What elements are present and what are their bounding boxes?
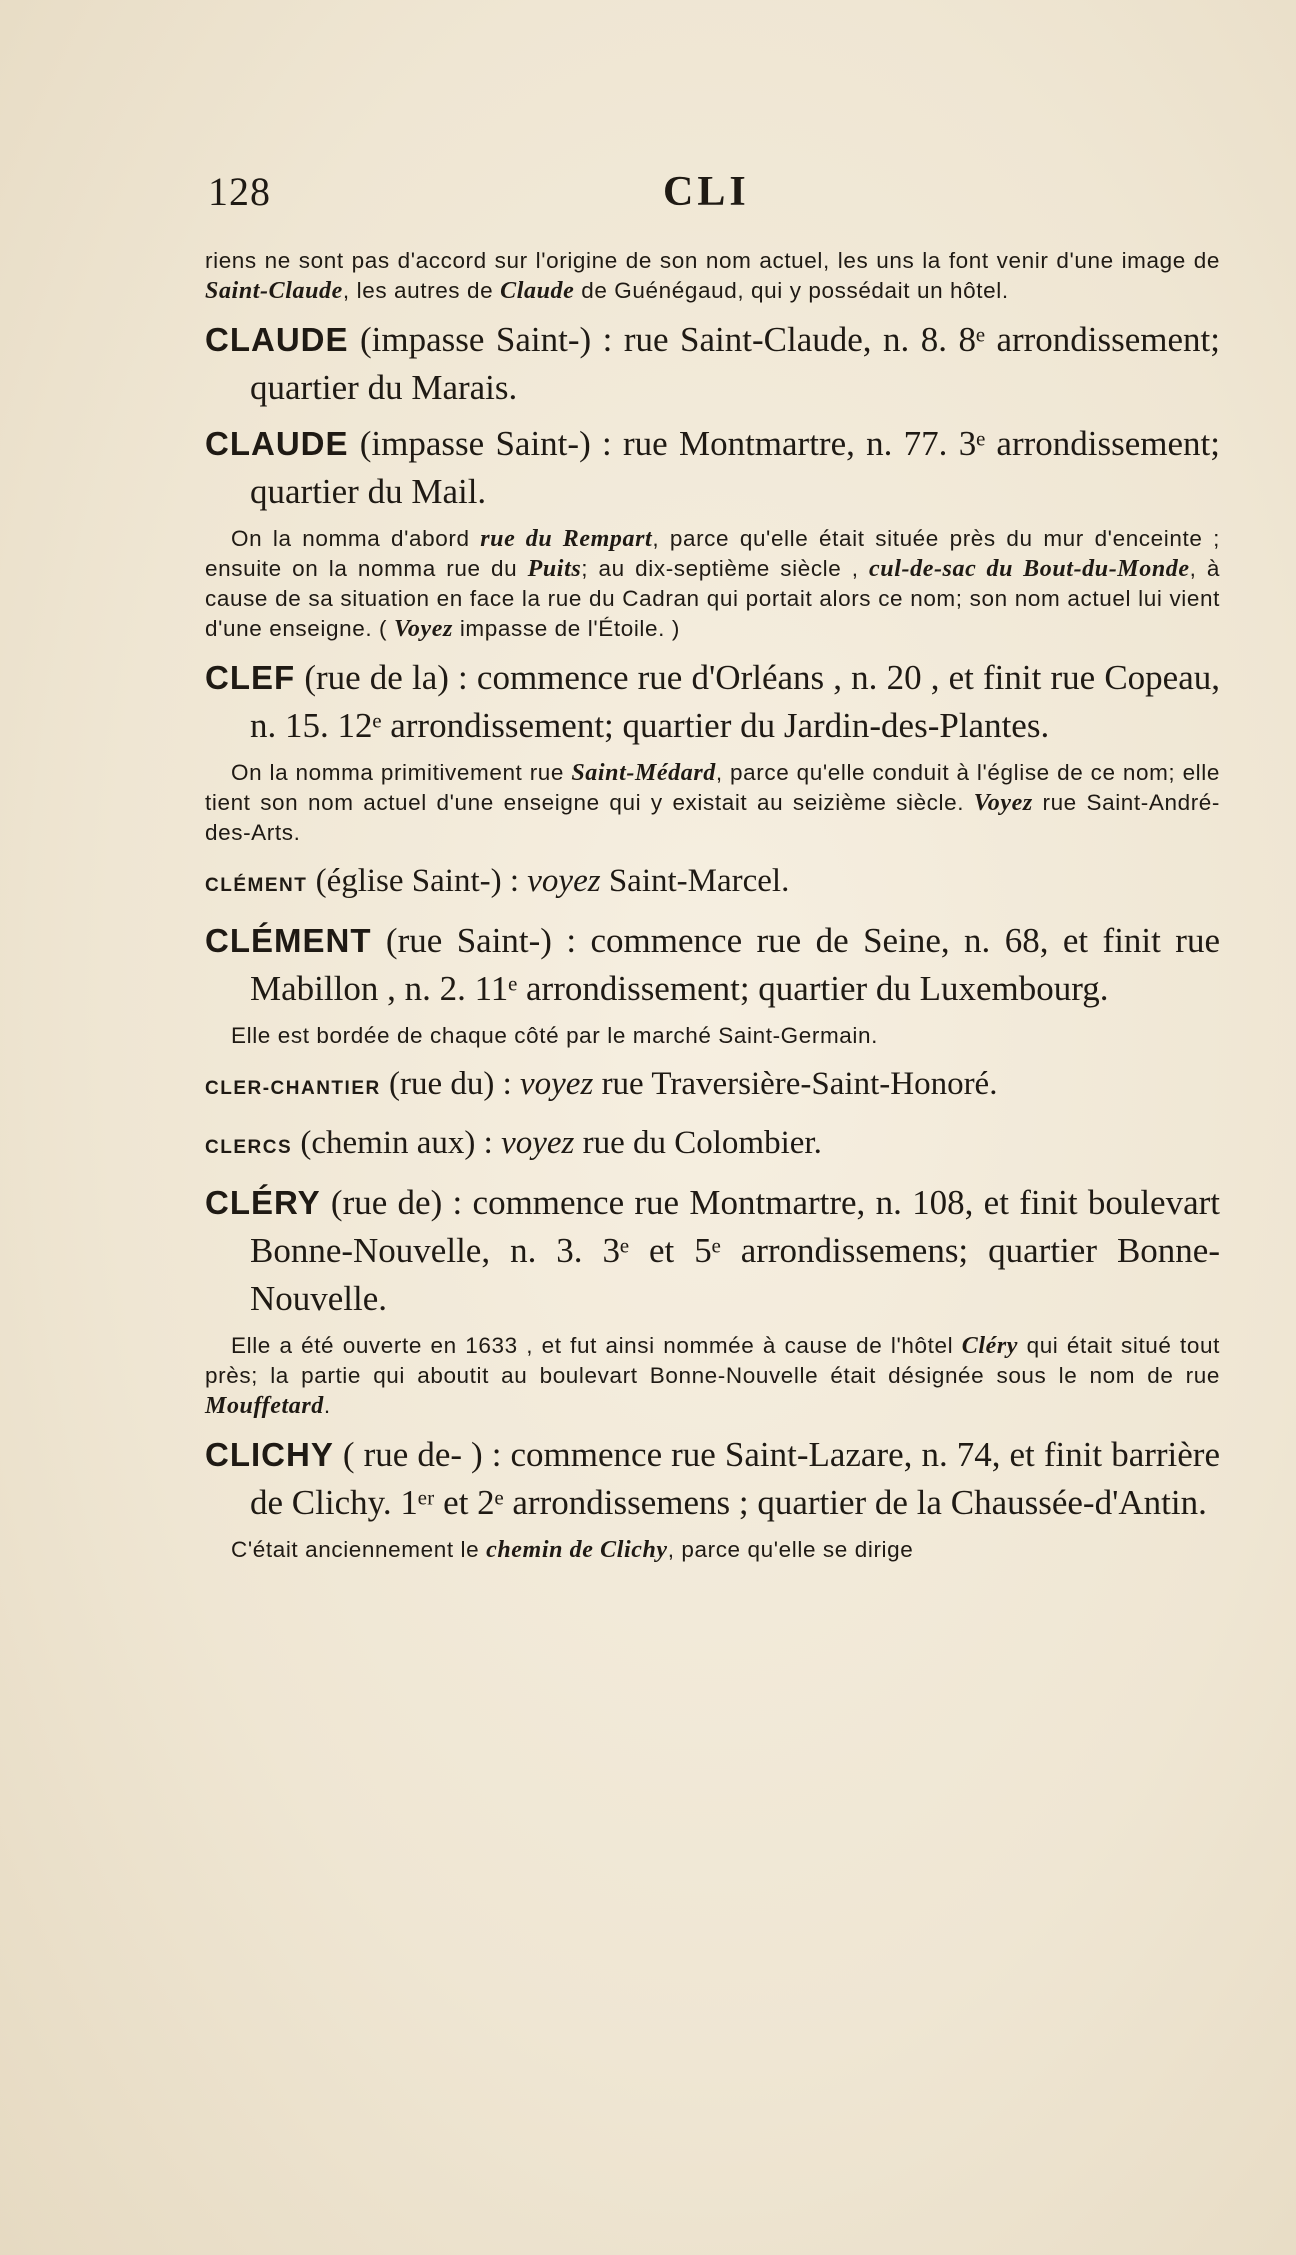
- note-text: On la nomma primitivement rue: [231, 760, 572, 785]
- entry-text: Saint-Marcel.: [600, 863, 790, 899]
- note-clef-history: [205, 758, 1220, 848]
- entry-clercs: [205, 1120, 1220, 1171]
- entry-claude-impasse-1: [205, 316, 1220, 412]
- note-text: qui était situé tout près; la partie qui aboutit au boulevart Bonne-Nouvelle était désignée sous le nom de rue: [205, 1333, 1220, 1388]
- note-text: ; au dix-septième siècle ,: [581, 556, 870, 581]
- note-clichy: [205, 1535, 1220, 1565]
- note-text: , parce qu'elle était située près du mur d'enceinte ; ensuite on la nomma rue du: [205, 526, 1220, 581]
- note-text: .: [323, 1393, 331, 1418]
- note-claude-history: [205, 524, 1220, 644]
- note-italic: Cléry: [961, 1333, 1019, 1359]
- note-italic: Voyez: [393, 616, 453, 642]
- entry-clef: [205, 654, 1220, 750]
- entry-text: ( rue de- ) : commence rue Saint-Lazare, n. 74, et finit barrière de Clichy. 1ᵉʳ et 2ᵉ arrondissemens ; quartier de la Chaussée-d'Antin.: [250, 1435, 1220, 1522]
- entry-headword: CLEF: [205, 659, 296, 696]
- note-text: riens ne sont pas d'accord sur l'origine de son nom actuel, les uns la font venir d'une image de: [205, 248, 1220, 273]
- note-text: , parce qu'elle conduit à l'église de ce nom; elle tient son nom actuel d'une enseigne qui y existait au seizième siècle.: [205, 760, 1220, 815]
- page-body: [205, 246, 1220, 1575]
- note-text: , les autres de: [342, 278, 501, 303]
- entry-headword: CLICHY: [205, 1436, 334, 1473]
- page-header: [208, 168, 1218, 228]
- page-number: 128: [208, 169, 271, 214]
- entry-text: rue du Colombier.: [574, 1125, 822, 1161]
- entry-text: (chemin aux) :: [292, 1125, 502, 1161]
- note-text: , parce qu'elle se dirige: [667, 1537, 914, 1562]
- entry-headword: CLERCS: [205, 1137, 293, 1158]
- note-text: C'était anciennement le: [231, 1537, 487, 1562]
- note-italic: Saint-Claude: [205, 278, 343, 304]
- entry-clement-eglise: [205, 858, 1220, 909]
- note-italic: rue du Rempart: [480, 526, 653, 552]
- entry-italic: voyez: [520, 1066, 594, 1102]
- note-italic: Claude: [500, 278, 575, 304]
- note-clement: [205, 1021, 1220, 1051]
- entry-italic: voyez: [527, 863, 601, 899]
- entry-headword: CLÉRY: [205, 1184, 321, 1221]
- entry-clement-rue: [205, 917, 1220, 1013]
- entry-headword: CLER-CHANTIER: [205, 1078, 381, 1099]
- note-text: , à cause de sa situation en face la rue du Cadran qui portait alors ce nom; son nom actuel lui vient d'une enseigne. (: [205, 556, 1221, 641]
- entry-cler-chantier: [205, 1061, 1220, 1112]
- entry-text: (impasse Saint-) : rue Montmartre, n. 77. 3ᵉ arrondissement; quartier du Mail.: [250, 424, 1220, 511]
- entry-headword: CLÉMENT: [205, 922, 372, 959]
- entry-text: (rue du) :: [380, 1066, 521, 1102]
- entry-headword: CLÉMENT: [205, 875, 308, 896]
- entry-clery: [205, 1179, 1220, 1323]
- note-italic: Saint-Médard: [571, 760, 716, 786]
- note-italic: chemin de Clichy: [486, 1537, 668, 1563]
- entry-headword: CLAUDE: [205, 321, 349, 358]
- note-italic: Puits: [527, 556, 582, 582]
- note-claude-origin: [205, 246, 1220, 306]
- note-italic: Voyez: [973, 790, 1033, 816]
- note-text: impasse de l'Étoile. ): [452, 616, 680, 641]
- entry-claude-impasse-2: [205, 420, 1220, 516]
- entry-clichy: [205, 1431, 1220, 1527]
- note-text: rue Saint-André-des-Arts.: [205, 790, 1220, 845]
- entry-headword: CLAUDE: [205, 425, 349, 462]
- entry-text: (rue de la) : commence rue d'Orléans , n. 20 , et finit rue Copeau, n. 15. 12ᵉ arrondissement; quartier du Jardin-des-Plantes.: [250, 658, 1220, 745]
- note-text: On la nomma d'abord: [231, 526, 481, 551]
- entry-text: (rue de) : commence rue Montmartre, n. 108, et finit boulevart Bonne-Nouvelle, n. 3. 3ᵉ et 5ᵉ arrondissemens; quartier Bonne-Nouvelle.: [250, 1183, 1220, 1318]
- entry-italic: voyez: [501, 1125, 575, 1161]
- note-italic: Mouffetard: [205, 1393, 324, 1419]
- note-text: de Guénégaud, qui y possédait un hôtel.: [574, 278, 1009, 303]
- entry-text: rue Traversière-Saint-Honoré.: [593, 1066, 998, 1102]
- note-italic: cul-de-sac du Bout-du-Monde: [869, 556, 1190, 582]
- note-text: Elle est bordée de chaque côté par le marché Saint-Germain.: [231, 1023, 878, 1048]
- entry-text: (rue Saint-) : commence rue de Seine, n. 68, et finit rue Mabillon , n. 2. 11ᵉ arrondissement; quartier du Luxembourg.: [250, 921, 1220, 1008]
- note-clery: [205, 1331, 1220, 1421]
- entry-text: (impasse Saint-) : rue Saint-Claude, n. 8. 8ᵉ arrondissement; quartier du Marais.: [250, 320, 1220, 407]
- note-text: Elle a été ouverte en 1633 , et fut ainsi nommée à cause de l'hôtel: [231, 1333, 962, 1358]
- entry-text: (église Saint-) :: [307, 863, 528, 899]
- running-title: CLI: [663, 169, 750, 215]
